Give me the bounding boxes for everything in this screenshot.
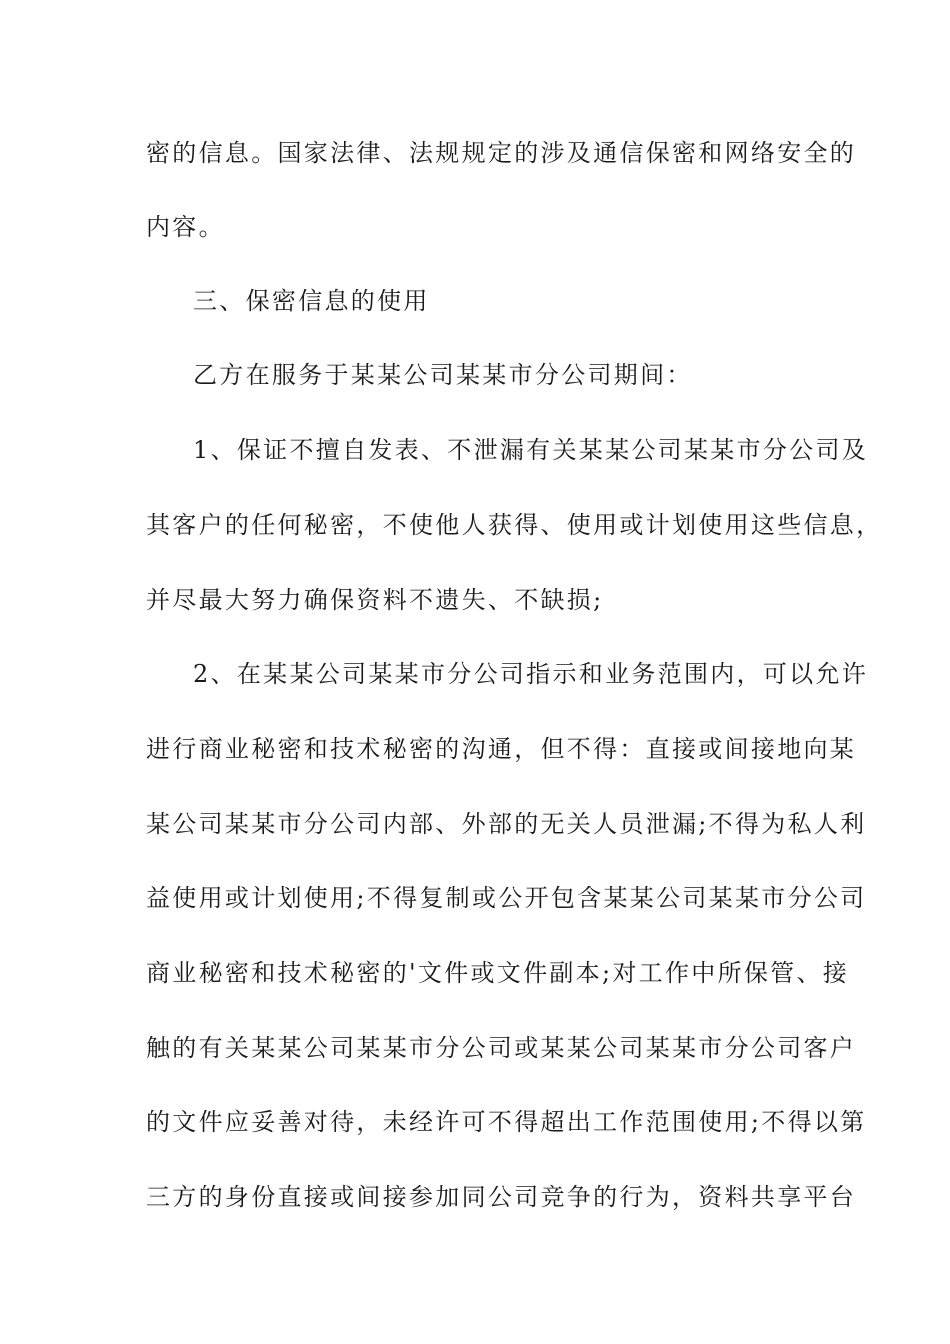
text-line-12: 商业秘密和技术秘密的'文件或文件副本;对工作中所保管、接	[146, 959, 850, 987]
text-line-7: 并尽最大努力确保资料不遗失、不缺损;	[146, 586, 604, 614]
text-line-6: 其客户的任何秘密，不使他人获得、使用或计划使用这些信息，	[146, 511, 883, 539]
text-line-15: 三方的身份直接或间接参加同公司竞争的行为，资料共享平台	[146, 1183, 857, 1211]
text-line-1: 密的信息。国家法律、法规规定的涉及通信保密和网络安全的	[146, 139, 857, 167]
text-line-4: 乙方在服务于某某公司某某市分公司期间：	[193, 361, 693, 389]
text-line-11: 益使用或计划使用;不得复制或公开包含某某公司某某市分公司	[146, 884, 867, 912]
text-line-13: 触的有关某某公司某某市分公司或某某公司某某市分公司客户	[146, 1034, 857, 1062]
section-heading: 三、保密信息的使用	[193, 287, 430, 315]
text-line-9: 进行商业秘密和技术秘密的沟通，但不得：直接或间接地向某	[146, 735, 857, 763]
text-line-2: 内容。	[146, 213, 225, 241]
text-line-14: 的文件应妥善对待，未经许可不得超出工作范围使用;不得以第	[146, 1108, 867, 1136]
text-line-5: 1、保证不擅自发表、不泄漏有关某某公司某某市分公司及	[193, 436, 869, 464]
text-line-10: 某公司某某市分公司内部、外部的无关人员泄漏;不得为私人利	[146, 810, 867, 838]
text-line-8: 2、在某某公司某某市分公司指示和业务范围内，可以允许	[193, 660, 869, 688]
